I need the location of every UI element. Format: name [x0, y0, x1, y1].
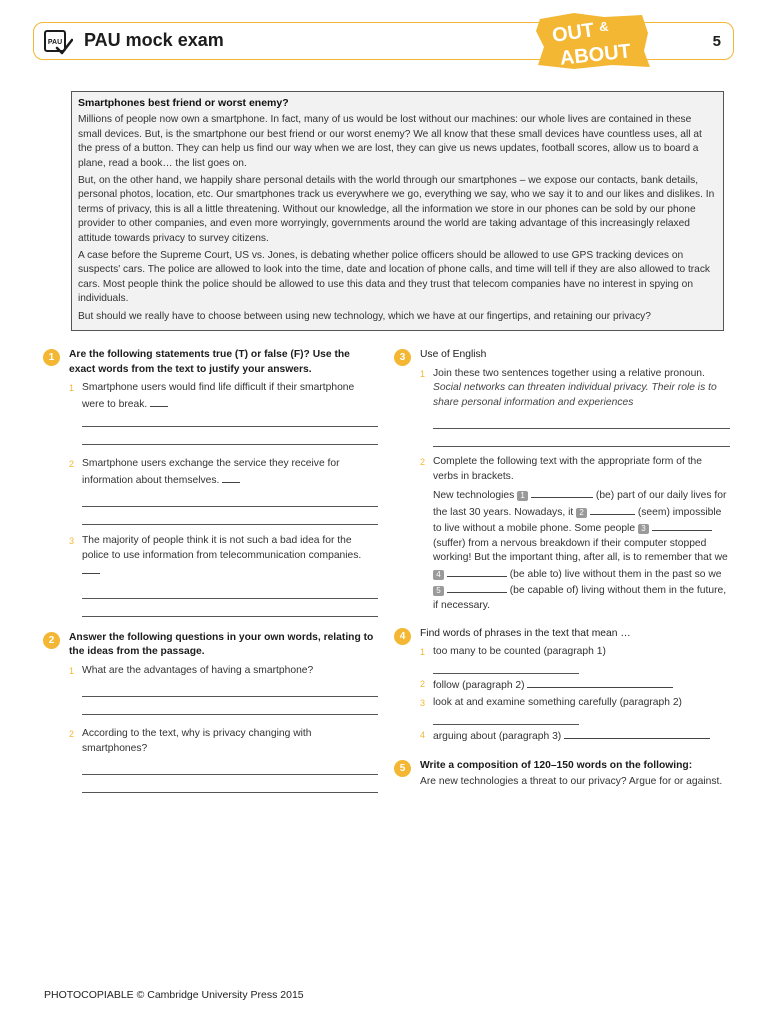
answer-line[interactable]	[82, 492, 378, 507]
task-3-item-1	[420, 367, 730, 448]
reading-passage	[71, 91, 724, 331]
task-4-title: Find words of phrases in the text that mean …	[420, 628, 631, 639]
item-text: Smartphone users would find life difficult if their smartphone were to break.	[82, 382, 355, 410]
gap-text: (seem) impossible to live without a mobile phone. Some people	[433, 506, 722, 534]
item-text: follow (paragraph 2)	[433, 680, 525, 691]
gap-text: (be capable of) living without them in the future, if necessary.	[433, 585, 727, 611]
item-text: Smartphone users exchange the service they receive for information about themselves.	[82, 458, 340, 486]
answer-line[interactable]	[82, 412, 378, 427]
task-number-badge: 3	[394, 349, 411, 366]
page-title: PAU mock exam	[84, 30, 224, 50]
task-2-title: Answer the following questions in your own words, relating to the ideas from the passage.	[69, 631, 374, 657]
example-sentence: Social networks can threaten individual privacy. Their role is to share personal information and experiences	[433, 382, 717, 408]
task-number-badge: 5	[394, 760, 411, 777]
task-2-item-1	[69, 664, 378, 716]
item-number: 2	[69, 459, 75, 469]
task-2	[43, 631, 378, 794]
task-number-badge: 2	[43, 632, 60, 649]
gap-text: (be) part of our daily lives for the last 30 years. Nowadays, it	[433, 490, 727, 518]
task-4-item-4	[420, 728, 730, 745]
gap-text: (suffer) from a nervous breakdown if their computer stopped working! But the important thing, after all, is to remember that we	[433, 537, 728, 563]
item-number: 1	[420, 646, 426, 657]
gap-number-2: 2	[576, 508, 587, 518]
item-text: The majority of people think it is not such a bad idea for the police to use information from telecommunication companies.	[82, 535, 362, 561]
task-4-item-3	[420, 696, 730, 726]
answer-blank[interactable]	[82, 563, 100, 574]
task-2-item-2	[69, 727, 378, 793]
task-number-badge: 1	[43, 349, 60, 366]
answer-line[interactable]	[433, 414, 730, 429]
answer-blank[interactable]	[564, 728, 710, 739]
task-3-item-2	[420, 455, 730, 613]
answer-line[interactable]	[82, 584, 378, 599]
answer-blank[interactable]	[150, 396, 168, 407]
pau-icon-label: PAU	[47, 39, 63, 46]
item-number: 1	[69, 383, 75, 393]
gap-number-5: 5	[433, 586, 444, 596]
gap-text: (be able to) live without them in the past so we	[509, 568, 722, 580]
answer-line[interactable]	[82, 602, 378, 617]
item-text: too many to be counted (paragraph 1)	[433, 645, 606, 657]
item-text: Complete the following text with the appropriate form of the verbs in brackets.	[433, 456, 703, 482]
task-5	[394, 759, 730, 790]
task-1-item-3	[69, 534, 378, 617]
task-1-item-1	[69, 381, 378, 445]
answer-line[interactable]	[82, 430, 378, 445]
gap-text: New technologies	[433, 490, 515, 501]
left-column	[43, 348, 378, 793]
right-column	[394, 348, 730, 790]
answer-line[interactable]	[82, 760, 378, 775]
answer-line[interactable]	[82, 510, 378, 525]
task-5-prompt: Are new technologies a threat to our privacy? Argue for or against.	[420, 776, 723, 787]
answer-line[interactable]	[82, 682, 378, 697]
pau-checkbox-icon	[43, 28, 73, 56]
item-text: arguing about (paragraph 3)	[433, 731, 562, 742]
gap-blank-4[interactable]	[447, 566, 507, 577]
gap-number-1: 1	[517, 491, 528, 501]
answer-line[interactable]	[433, 432, 730, 447]
page-header	[33, 19, 734, 70]
reading-paragraph: A case before the Supreme Court, US vs. Jones, is debating whether police officers should be allowed to use GPS tracking devices on suspects' cars. The police are allowed to look into the time, date and location of phone calls, and time will tell if they are also allowed to track cars. Most people think the police should be allowed to use this data and they trust that telecom companies have no interest in spying on individuals.	[78, 250, 711, 305]
reading-paragraph: But, on the other hand, we happily share personal details with the world through our smartphones – we expose our contacts, bank details, personal photos, location, etc. Our smartphones track us everywhere we go, everything we say, who we say it to and our likes and dislikes. In terms of privacy, this is all a little threatening. Without our knowledge, all the information we store in our phones can be sold by our phone provider to other companies, and even more worryingly, governments around the world are taking advantage of this increasingly relaxed attitude towards privacy to survey citizens.	[78, 175, 715, 244]
out-and-about-logo	[534, 11, 652, 71]
item-text: Join these two sentences together using a relative pronoun.	[433, 367, 705, 379]
task-1	[43, 348, 378, 617]
reading-title: Smartphones best friend or worst enemy?	[78, 97, 289, 109]
gap-fill-text	[433, 487, 730, 613]
reading-paragraph: But should we really have to choose between using new technology, which we have at our fingertips, and retaining our privacy?	[78, 310, 651, 322]
task-5-title: Write a composition of 120–150 words on the following:	[420, 759, 693, 771]
page-number: 5	[712, 33, 721, 50]
answer-line[interactable]	[82, 778, 378, 793]
gap-blank-5[interactable]	[447, 582, 507, 593]
item-text: look at and examine something carefully (paragraph 2)	[433, 696, 682, 708]
item-number: 2	[420, 679, 426, 689]
item-number: 1	[420, 368, 426, 379]
answer-line[interactable]	[82, 700, 378, 715]
item-number: 1	[69, 665, 75, 676]
item-text: What are the advantages of having a smartphone?	[82, 664, 314, 676]
gap-blank-2[interactable]	[590, 504, 635, 515]
item-number: 3	[69, 536, 75, 546]
logo-text-out: OUT	[550, 19, 596, 47]
item-text: According to the text, why is privacy changing with smartphones?	[82, 728, 312, 754]
task-number-badge: 4	[394, 628, 411, 645]
task-4-item-2	[420, 677, 730, 694]
item-number: 2	[69, 729, 75, 739]
gap-number-3: 3	[638, 524, 649, 534]
logo-text-about: ABOUT	[558, 40, 632, 70]
answer-line[interactable]	[433, 659, 579, 674]
task-4	[394, 627, 730, 745]
task-3-title: Use of English	[420, 349, 487, 360]
reading-paragraph: Millions of people now own a smartphone. In fact, many of us would be lost without our machines: our whole lives are contained in these small devices. But, is the smartphone our best friend or our worst enemy? We all know that these small devices have countless uses, all at the press of a button. They can help us find our way when we are lost, they can give us news updates, football scores, allow us to board a plane, read a book… the list goes on.	[78, 114, 702, 169]
gap-blank-1[interactable]	[531, 487, 593, 498]
task-1-item-2	[69, 457, 378, 525]
copyright-footer: PHOTOCOPIABLE © Cambridge University Press 2015	[44, 989, 304, 1001]
task-1-title: Are the following statements true (T) or false (F)? Use the exact words from the text to justify your answers.	[69, 349, 350, 375]
logo-text-amp: &	[599, 19, 609, 34]
answer-blank[interactable]	[222, 472, 240, 483]
item-number: 4	[420, 730, 426, 740]
item-number: 3	[420, 697, 426, 708]
task-4-item-1	[420, 645, 730, 675]
answer-blank[interactable]	[527, 677, 673, 688]
gap-number-4: 4	[433, 570, 444, 580]
answer-line[interactable]	[433, 710, 579, 725]
item-number: 2	[420, 457, 426, 467]
task-3	[394, 348, 730, 613]
gap-blank-3[interactable]	[652, 520, 712, 531]
